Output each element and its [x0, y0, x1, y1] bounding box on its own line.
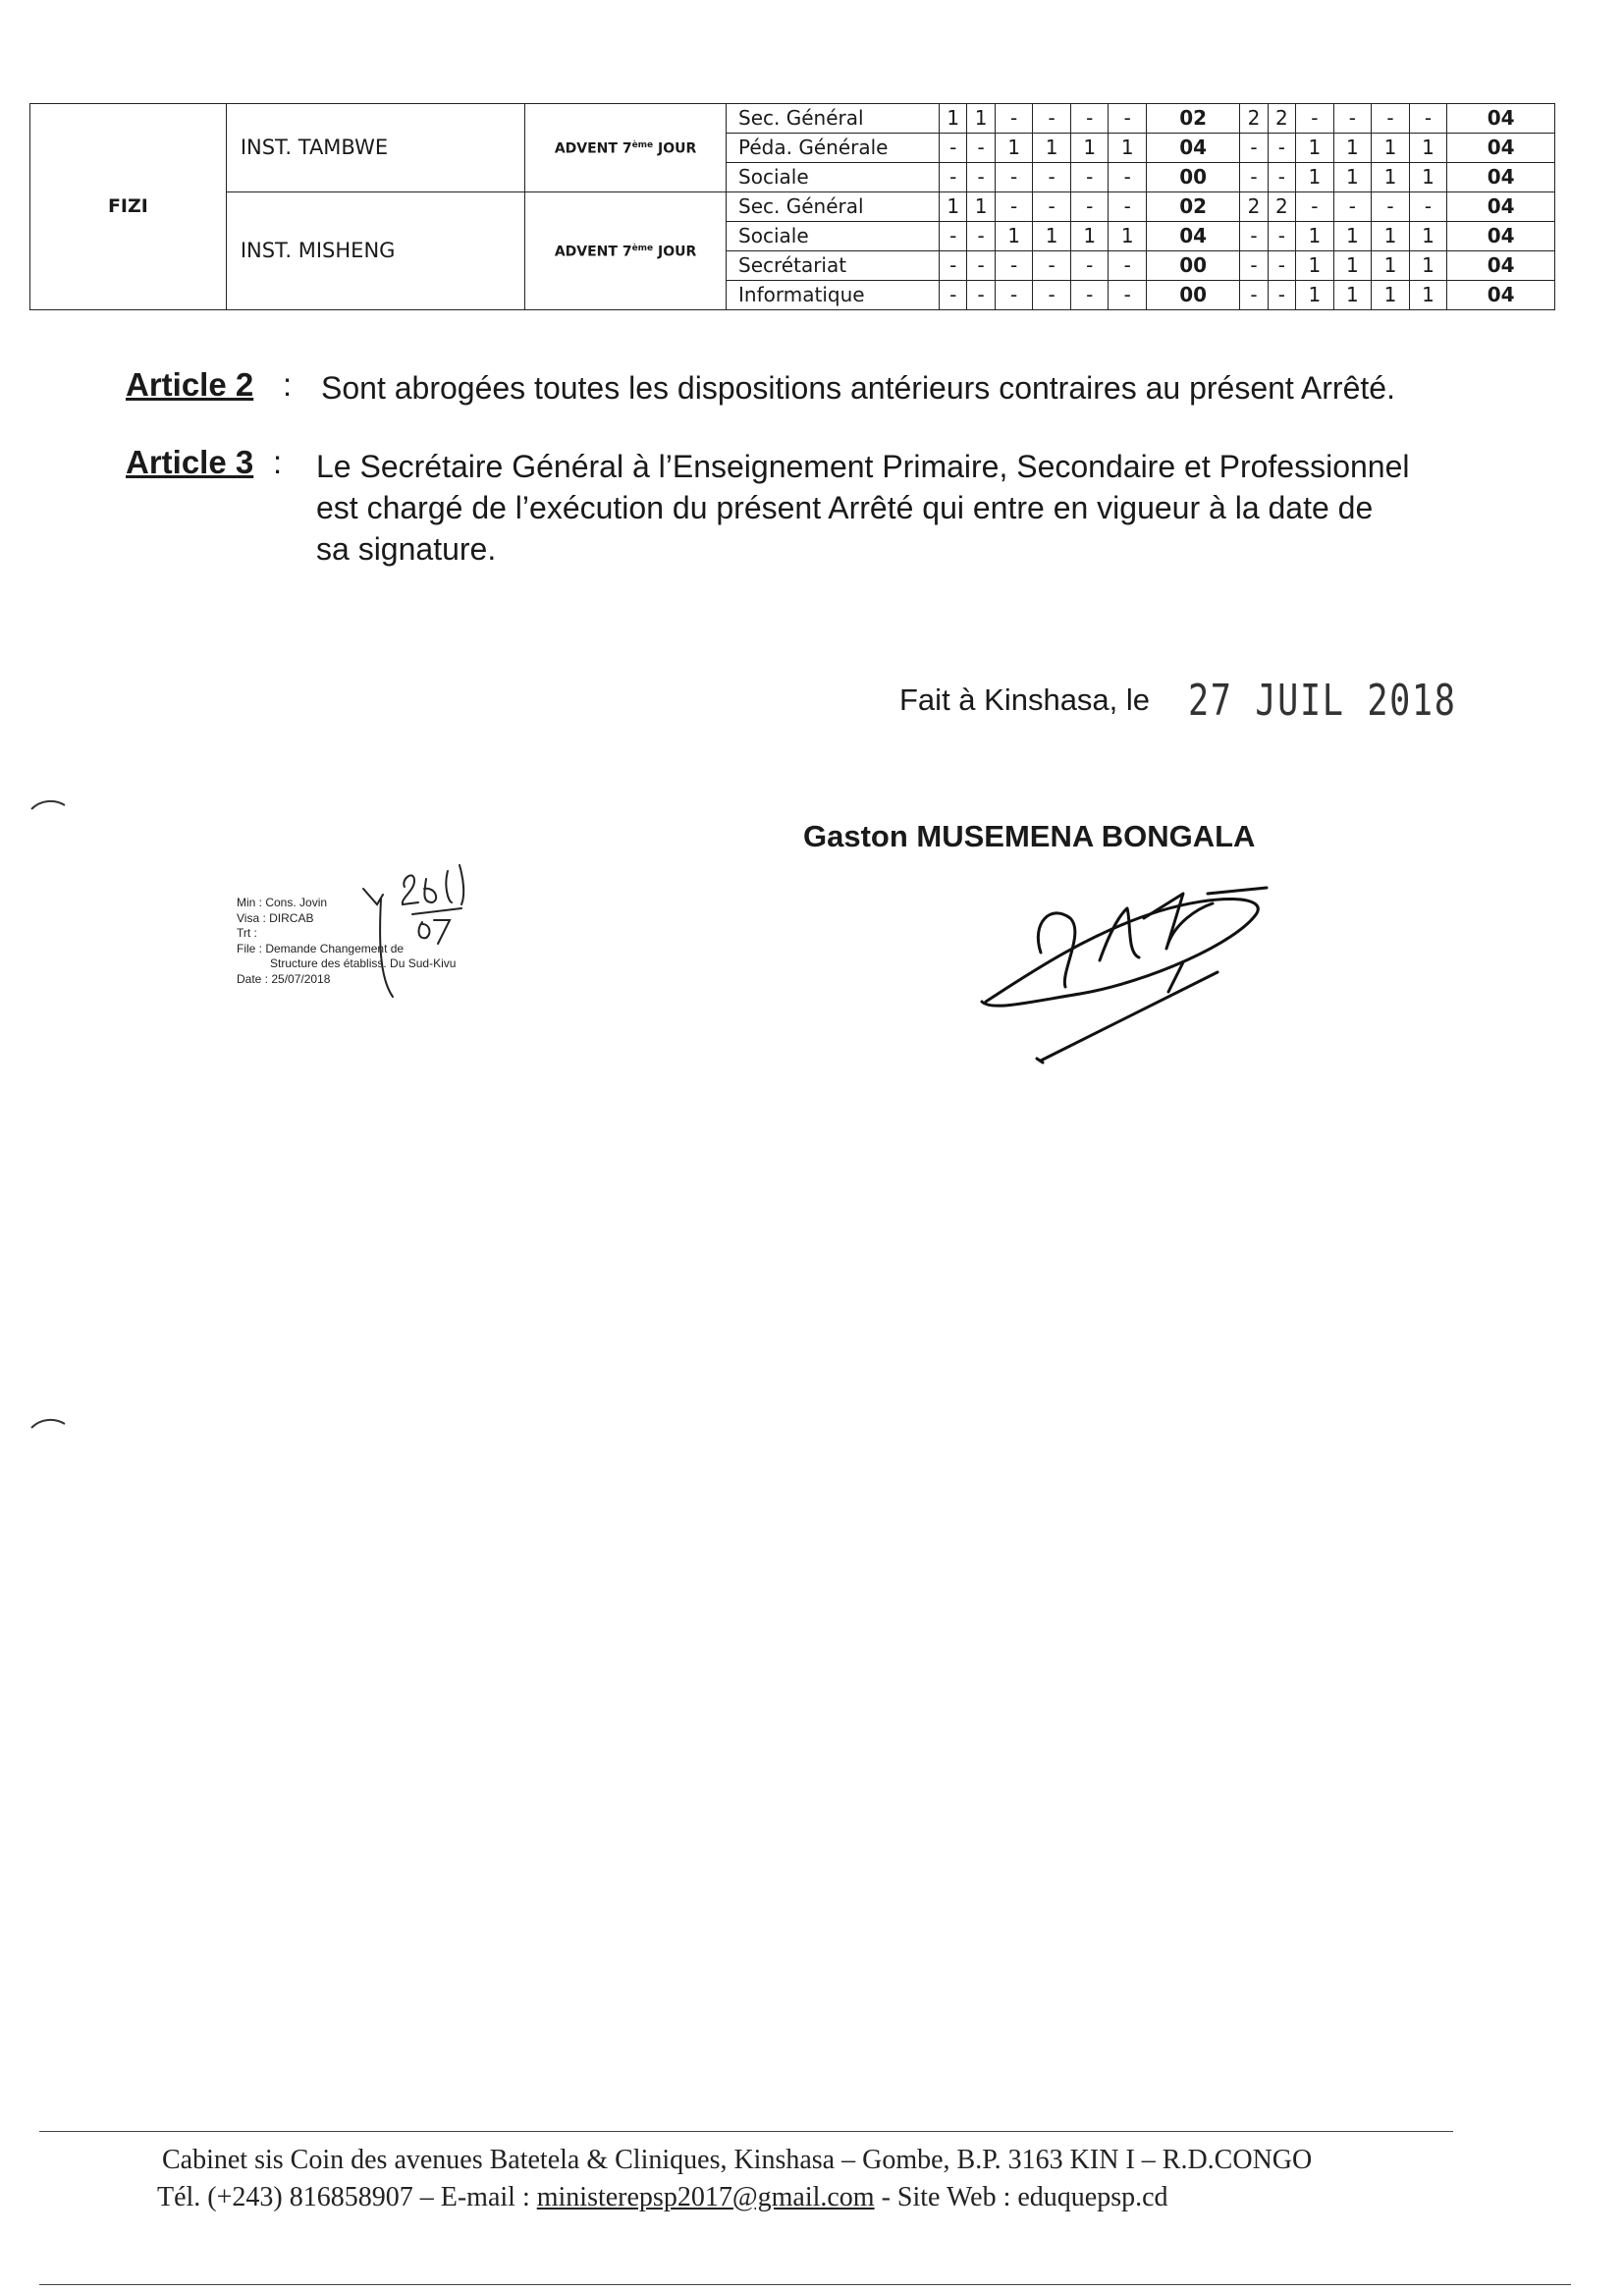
class-count-cell: - [995, 192, 1033, 222]
total-cell: 04 [1447, 104, 1555, 134]
class-count-cell: 1 [1070, 222, 1109, 251]
class-count-cell: 1 [995, 134, 1033, 163]
total-cell: 04 [1146, 134, 1239, 163]
class-count-cell: - [1240, 281, 1268, 310]
margin-mark [29, 1414, 69, 1434]
total-cell: 00 [1146, 281, 1239, 310]
total-cell: 04 [1447, 134, 1555, 163]
article-2-colon: : [283, 366, 293, 403]
table-row [30, 104, 1555, 134]
total-cell: 02 [1146, 192, 1239, 222]
class-count-cell: - [967, 134, 995, 163]
class-count-cell: 2 [1268, 104, 1295, 134]
class-count-cell: 1 [1109, 134, 1147, 163]
class-count-cell: - [1033, 163, 1071, 192]
class-count-cell: - [940, 163, 967, 192]
class-count-cell: 1 [1296, 163, 1334, 192]
class-count-cell: - [940, 281, 967, 310]
class-count-cell: 1 [1296, 134, 1334, 163]
date-stamp: 27 JUIL 2018 [1188, 676, 1457, 726]
class-count-cell: 1 [1070, 134, 1109, 163]
class-count-cell: 2 [1268, 192, 1295, 222]
class-count-cell: - [1109, 251, 1147, 281]
class-count-cell: 1 [967, 104, 995, 134]
total-cell: 02 [1146, 104, 1239, 134]
memo-line: Min : Cons. Jovin [237, 896, 328, 909]
class-count-cell: 1 [1296, 251, 1334, 281]
class-count-cell: 1 [1333, 134, 1372, 163]
class-count-cell: - [1109, 104, 1147, 134]
class-count-cell: - [1372, 104, 1410, 134]
option-cell: Sec. Général [727, 104, 940, 134]
class-count-cell: - [1268, 251, 1295, 281]
class-count-cell: - [1333, 104, 1372, 134]
class-count-cell: - [940, 251, 967, 281]
class-count-cell: - [1033, 251, 1071, 281]
school-network-cell [525, 104, 727, 192]
class-count-cell: - [967, 281, 995, 310]
school-name-cell: INST. TAMBWE [226, 104, 524, 192]
total-cell: 00 [1146, 163, 1239, 192]
class-count-cell: 1 [1033, 222, 1071, 251]
class-count-cell: 1 [1409, 134, 1447, 163]
footer-rule [39, 2131, 1453, 2132]
network-ordinal: ème [631, 244, 654, 254]
class-count-cell: 1 [967, 192, 995, 222]
signature-graphic [972, 864, 1296, 1080]
memo-handwritten-initials [353, 859, 501, 1007]
school-structure-table [29, 103, 1555, 310]
class-count-cell: - [1268, 134, 1295, 163]
total-cell: 04 [1146, 222, 1239, 251]
class-count-cell: - [1268, 222, 1295, 251]
class-count-cell: 1 [1409, 222, 1447, 251]
class-count-cell: - [1240, 134, 1268, 163]
footer-email-link[interactable]: ministerepsp2017@gmail.com [536, 2182, 875, 2212]
class-count-cell: 1 [1372, 134, 1410, 163]
article-3-text [316, 446, 1563, 570]
class-count-cell: - [1240, 251, 1268, 281]
option-cell: Sociale [727, 222, 940, 251]
class-count-cell: 1 [1409, 163, 1447, 192]
network-ordinal: ème [631, 140, 654, 151]
signer-name: Gaston MUSEMENA BONGALA [803, 819, 1256, 853]
footer-contact [157, 2182, 1168, 2213]
class-count-cell: 1 [1372, 281, 1410, 310]
total-cell: 04 [1447, 163, 1555, 192]
option-cell: Sec. Général [727, 192, 940, 222]
class-count-cell: 1 [1033, 134, 1071, 163]
class-count-cell: - [1333, 192, 1372, 222]
option-cell: Informatique [727, 281, 940, 310]
footer-address: Cabinet sis Coin des avenues Batetela & Cliniques, Kinshasa – Gombe, B.P. 3163 KIN I – R.D.CONGO [162, 2145, 1313, 2175]
school-name-cell: INST. MISHENG [226, 192, 524, 310]
class-count-cell: - [1033, 281, 1071, 310]
article-3-line: Le Secrétaire Général à l’Enseignement Primaire, Secondaire et Professionnel [316, 449, 1410, 484]
table-row [30, 192, 1555, 222]
class-count-cell: - [1070, 281, 1109, 310]
article-2-label: Article 2 [126, 366, 254, 403]
article-3-line: est chargé de l’exécution du présent Arrêté qui entre en vigueur à la date de [316, 490, 1374, 525]
class-count-cell: 1 [1372, 163, 1410, 192]
district-cell: FIZI [30, 104, 227, 310]
class-count-cell: 1 [1296, 281, 1334, 310]
class-count-cell: - [995, 281, 1033, 310]
option-cell: Péda. Générale [727, 134, 940, 163]
class-count-cell: 1 [1109, 222, 1147, 251]
article-3-label: Article 3 [126, 444, 254, 480]
article-3-line: sa signature. [316, 531, 497, 567]
class-count-cell: - [1409, 104, 1447, 134]
footer-bottom-rule [39, 2284, 1571, 2285]
option-cell: Secrétariat [727, 251, 940, 281]
class-count-cell: - [1268, 281, 1295, 310]
total-cell: 00 [1146, 251, 1239, 281]
option-cell: Sociale [727, 163, 940, 192]
class-count-cell: - [1033, 104, 1071, 134]
total-cell: 04 [1447, 222, 1555, 251]
class-count-cell: - [1109, 192, 1147, 222]
article-2-text [321, 367, 1558, 409]
memo-line: File : Demande Changement de [237, 941, 405, 955]
memo-line: Visa : DIRCAB [237, 910, 314, 925]
class-count-cell: - [995, 104, 1033, 134]
network-suffix: JOUR [653, 244, 697, 260]
class-count-cell: 1 [995, 222, 1033, 251]
class-count-cell: 1 [1296, 222, 1334, 251]
class-count-cell: - [1109, 281, 1147, 310]
class-count-cell: - [1070, 104, 1109, 134]
class-count-cell: - [1409, 192, 1447, 222]
total-cell: 04 [1447, 192, 1555, 222]
class-count-cell: - [1070, 192, 1109, 222]
memo-line: Structure des établiss. Du Sud-Kivu [270, 956, 457, 970]
class-count-cell: 1 [1372, 251, 1410, 281]
class-count-cell: 1 [1409, 281, 1447, 310]
class-count-cell: 1 [940, 104, 967, 134]
total-cell: 04 [1447, 251, 1555, 281]
class-count-cell: - [967, 251, 995, 281]
class-count-cell: 1 [940, 192, 967, 222]
class-count-cell: - [995, 163, 1033, 192]
class-count-cell: 2 [1240, 192, 1268, 222]
network-prefix: ADVENT 7 [554, 140, 632, 157]
class-count-cell: 1 [1333, 163, 1372, 192]
class-count-cell: - [1070, 163, 1109, 192]
school-network-cell [525, 192, 727, 310]
class-count-cell: 1 [1372, 222, 1410, 251]
class-count-cell: - [1296, 192, 1334, 222]
network-prefix: ADVENT 7 [554, 244, 632, 260]
class-count-cell: 1 [1333, 281, 1372, 310]
class-count-cell: 1 [1333, 222, 1372, 251]
class-count-cell: - [1109, 163, 1147, 192]
class-count-cell: 1 [1409, 251, 1447, 281]
class-count-cell: - [967, 222, 995, 251]
network-suffix: JOUR [653, 140, 697, 157]
class-count-cell: - [1296, 104, 1334, 134]
class-count-cell: - [1268, 163, 1295, 192]
class-count-cell: - [1372, 192, 1410, 222]
footer-phone: Tél. (+243) 816858907 – E-mail : [157, 2182, 537, 2212]
footer-website: - Site Web : eduquepsp.cd [874, 2182, 1168, 2212]
class-count-cell: - [995, 251, 1033, 281]
class-count-cell: - [1033, 192, 1071, 222]
total-cell: 04 [1447, 281, 1555, 310]
margin-mark [29, 795, 69, 815]
class-count-cell: - [940, 134, 967, 163]
class-count-cell: - [1240, 222, 1268, 251]
class-count-cell: 1 [1333, 251, 1372, 281]
class-count-cell: 2 [1240, 104, 1268, 134]
memo-line: Date : 25/07/2018 [237, 971, 331, 986]
class-count-cell: - [1070, 251, 1109, 281]
class-count-cell: - [1240, 163, 1268, 192]
memo-line: Trt : [237, 926, 257, 940]
class-count-cell: - [967, 163, 995, 192]
place-date-text: Fait à Kinshasa, le [899, 682, 1151, 717]
class-count-cell: - [940, 222, 967, 251]
article-3-colon: : [273, 444, 283, 480]
article-2-line: Sont abrogées toutes les dispositions antérieurs contraires au présent Arrêté. [321, 370, 1395, 406]
